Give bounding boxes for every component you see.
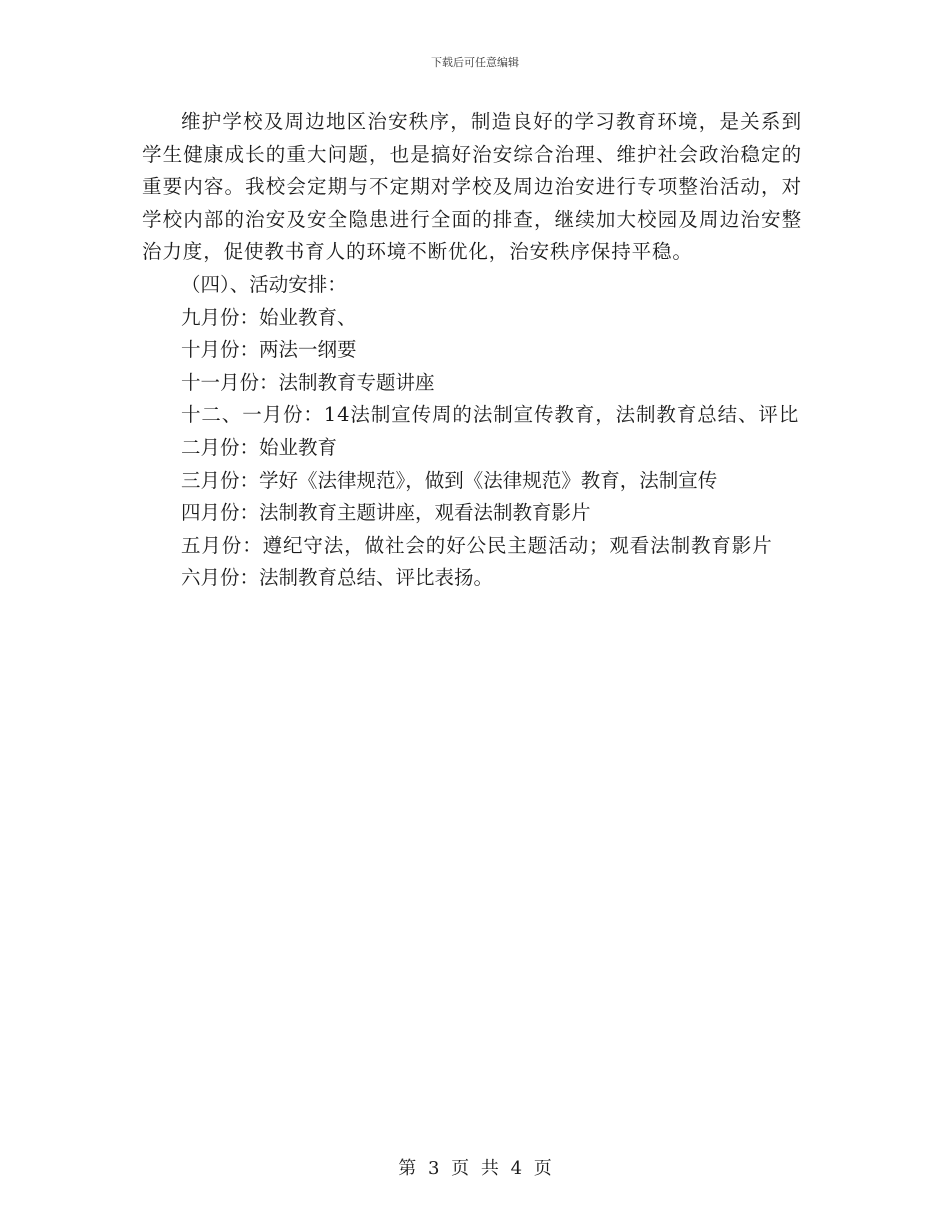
schedule-item-december-january: 十二、一月份：14法制宣传周的法制宣传教育，法制教育总结、评比 xyxy=(181,403,800,427)
schedule-item-september: 九月份：始业教育、 xyxy=(181,305,357,329)
schedule-item-april: 四月份：法制教育主题讲座，观看法制教育影片 xyxy=(181,501,591,525)
schedule-item-february: 二月份：始业教育 xyxy=(181,435,338,459)
schedule-item-may: 五月份：遵纪守法，做社会的好公民主题活动；观看法制教育影片 xyxy=(181,533,773,557)
schedule-item-november: 十一月份：法制教育专题讲座 xyxy=(181,370,435,394)
schedule-item-june: 六月份：法制教育总结、评比表扬。 xyxy=(181,566,494,590)
intro-paragraph: 维护学校及周边地区治安秩序，制造良好的学习教育环境，是关系到学生健康成长的重大问题，也是搞好治安综合治理、维护社会政治稳定的重要内容。我校会定期与不定期对学校及周边治安进行专项整治活动，对学校内部的治安及安全隐患进行全面的排查，继续加大校园及周边治安整治力度，促使教书育人的环境不断优化，治安秩序保持平稳。 xyxy=(142,110,802,264)
schedule-item-october: 十月份：两法一纲要 xyxy=(181,338,357,362)
section-heading: （四）、活动安排： xyxy=(181,272,347,296)
header-note: 下载后可任意编辑 xyxy=(431,56,519,69)
document-body xyxy=(142,106,802,595)
page-number: 第 3 页 共 4 页 xyxy=(398,1158,552,1179)
schedule-item-march: 三月份：学好《法律规范》，做到《法律规范》教育，法制宣传 xyxy=(181,468,718,492)
